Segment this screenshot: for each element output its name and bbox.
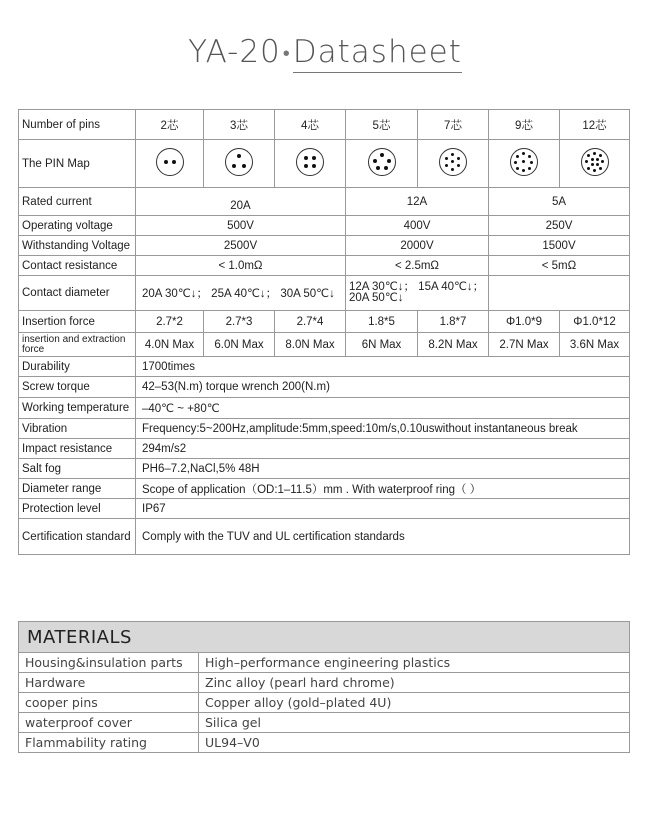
3-pin-icon	[225, 148, 253, 176]
impact-label: Impact resistance	[19, 439, 136, 459]
insertion-cell: 1.8*7	[418, 311, 489, 333]
pinmap-row	[19, 140, 630, 188]
7-pin-icon	[439, 148, 467, 176]
vibration-value: Frequency:5~200Hz,amplitude:5mm,speed:10m/s,0.10uswithout instantaneous break	[136, 419, 630, 439]
title-dot: •	[282, 41, 291, 65]
materials-label: cooper pins	[19, 693, 199, 713]
screw-label: Screw torque	[19, 377, 136, 398]
4-pin-icon	[296, 148, 324, 176]
extraction-cell: 3.6N Max	[560, 333, 630, 357]
materials-row	[19, 653, 630, 673]
durability-label: Durability	[19, 357, 136, 377]
materials-header: MATERIALS	[19, 622, 630, 653]
withstand-label: Withstanding Voltage	[19, 236, 136, 256]
withstand-value: 2500V	[136, 236, 346, 256]
materials-row	[19, 693, 630, 713]
vibration-row	[19, 419, 630, 439]
9-pin-icon	[510, 148, 538, 176]
rated-current-value: 5A	[489, 188, 630, 216]
durability-row	[19, 357, 630, 377]
op-voltage-value: 250V	[489, 216, 630, 236]
5-pin-icon	[368, 148, 396, 176]
materials-value: High–performance engineering plastics	[199, 653, 630, 673]
extraction-row	[19, 333, 630, 357]
extraction-cell: 2.7N Max	[489, 333, 560, 357]
insertion-cell: 2.7*3	[204, 311, 275, 333]
working-temp-row	[19, 398, 630, 419]
materials-row	[19, 673, 630, 693]
pins-cell: 9芯	[489, 110, 560, 140]
diameter-label: Diameter range	[19, 479, 136, 499]
withstand-value: 1500V	[489, 236, 630, 256]
rated-current-value: 12A	[346, 188, 489, 216]
spec-table	[18, 109, 630, 555]
insertion-cell: 2.7*2	[136, 311, 204, 333]
title-model: YA-20	[188, 34, 281, 70]
materials-label: Hardware	[19, 673, 199, 693]
op-voltage-value: 400V	[346, 216, 489, 236]
contact-res-row	[19, 256, 630, 276]
vibration-label: Vibration	[19, 419, 136, 439]
salt-row	[19, 459, 630, 479]
materials-value: Zinc alloy (pearl hard chrome)	[199, 673, 630, 693]
insertion-label: Insertion force	[19, 311, 136, 333]
pins-cell: 7芯	[418, 110, 489, 140]
materials-label: Flammability rating	[19, 733, 199, 753]
pins-label: Number of pins	[19, 110, 136, 140]
contact-res-value: < 2.5mΩ	[346, 256, 489, 276]
salt-value: PH6–7.2,NaCl,5% 48H	[136, 459, 630, 479]
pins-cell: 5芯	[346, 110, 418, 140]
contact-dia-row	[19, 276, 630, 311]
extraction-cell: 6N Max	[346, 333, 418, 357]
materials-value: UL94–V0	[199, 733, 630, 753]
materials-header-row	[19, 622, 630, 653]
working-temp-value: –40℃ ~ +80℃	[136, 398, 630, 419]
protection-row	[19, 499, 630, 519]
extraction-cell: 6.0N Max	[204, 333, 275, 357]
contact-res-value: < 5mΩ	[489, 256, 630, 276]
op-voltage-label: Operating voltage	[19, 216, 136, 236]
extraction-label: insertion and extraction force	[19, 333, 136, 357]
insertion-cell: 1.8*5	[346, 311, 418, 333]
materials-value: Silica gel	[199, 713, 630, 733]
rated-current-label: Rated current	[19, 188, 136, 216]
salt-label: Salt fog	[19, 459, 136, 479]
insertion-cell: Φ1.0*9	[489, 311, 560, 333]
diameter-value: Scope of application（OD:1–11.5）mm . With waterproof ring（ ）	[136, 479, 630, 499]
pins-cell: 3芯	[204, 110, 275, 140]
extraction-cell: 4.0N Max	[136, 333, 204, 357]
protection-value: IP67	[136, 499, 630, 519]
cert-value: Comply with the TUV and UL certification standards	[136, 519, 630, 555]
pins-cell: 4芯	[275, 110, 346, 140]
page-title	[0, 34, 650, 70]
cert-label: Certification standard	[19, 519, 136, 555]
extraction-cell: 8.2N Max	[418, 333, 489, 357]
protection-label: Protection level	[19, 499, 136, 519]
materials-table	[18, 621, 630, 753]
materials-row	[19, 733, 630, 753]
rated-current-row	[19, 188, 630, 216]
pins-cell: 2芯	[136, 110, 204, 140]
impact-value: 294m/s2	[136, 439, 630, 459]
op-voltage-value: 500V	[136, 216, 346, 236]
materials-row	[19, 713, 630, 733]
pins-row	[19, 110, 630, 140]
materials-label: Housing&insulation parts	[19, 653, 199, 673]
screw-value: 42–53(N.m) torque wrench 200(N.m)	[136, 377, 630, 398]
contact-dia-label: Contact diameter	[19, 276, 136, 311]
rated-current-value: 20A	[136, 188, 346, 216]
pins-cell: 12芯	[560, 110, 630, 140]
materials-value: Copper alloy (gold–plated 4U)	[199, 693, 630, 713]
withstand-row	[19, 236, 630, 256]
op-voltage-row	[19, 216, 630, 236]
impact-row	[19, 439, 630, 459]
withstand-value: 2000V	[346, 236, 489, 256]
pinmap-label: The PIN Map	[19, 140, 136, 188]
contact-res-value: < 1.0mΩ	[136, 256, 346, 276]
diameter-row	[19, 479, 630, 499]
12-pin-icon	[581, 148, 609, 176]
title-main: Datasheet	[293, 34, 462, 73]
insertion-cell: 2.7*4	[275, 311, 346, 333]
contact-res-label: Contact resistance	[19, 256, 136, 276]
insertion-row	[19, 311, 630, 333]
cert-row	[19, 519, 630, 555]
extraction-cell: 8.0N Max	[275, 333, 346, 357]
working-temp-label: Working temperature	[19, 398, 136, 419]
durability-value: 1700times	[136, 357, 630, 377]
screw-row	[19, 377, 630, 398]
2-pin-icon	[156, 148, 184, 176]
contact-dia-value: 20A 30℃↓； 25A 40℃↓； 30A 50℃↓	[136, 276, 346, 311]
contact-dia-value: 12A 30℃↓； 15A 40℃↓； 20A 50℃↓	[346, 276, 489, 311]
insertion-cell: Φ1.0*12	[560, 311, 630, 333]
materials-label: waterproof cover	[19, 713, 199, 733]
